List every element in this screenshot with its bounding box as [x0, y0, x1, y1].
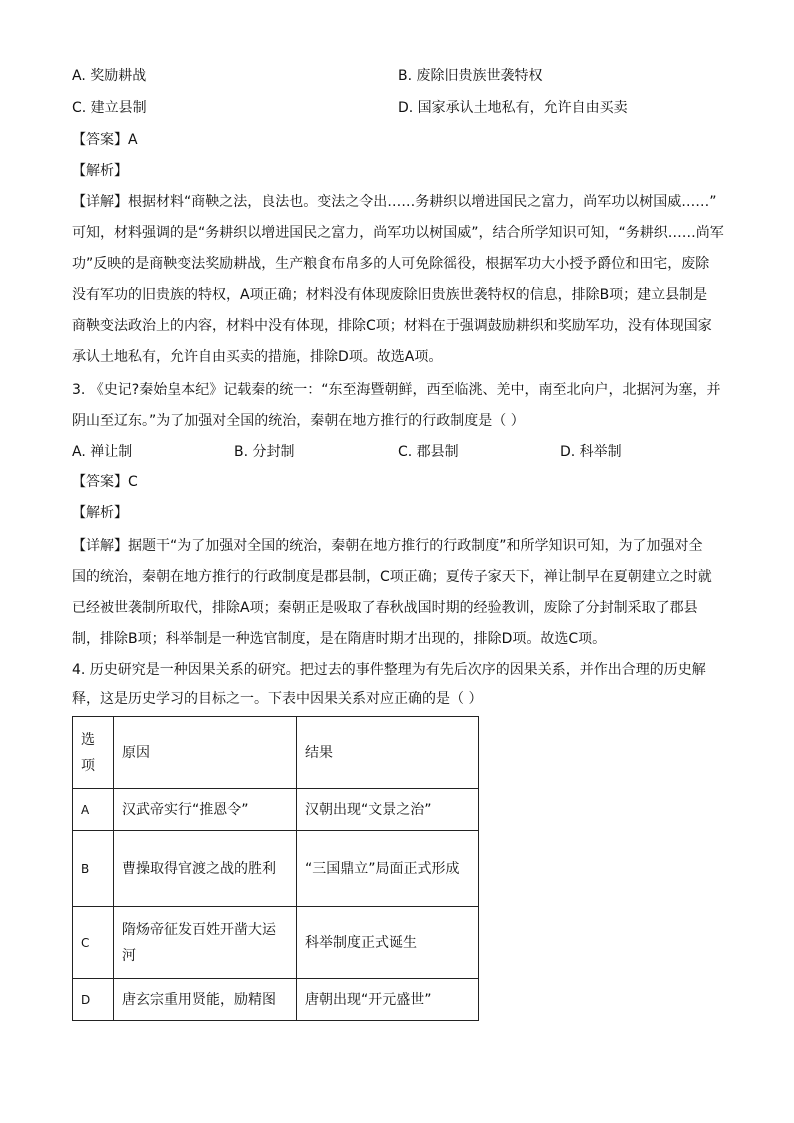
table-row [73, 831, 479, 907]
q2-detail-line: 【详解】根据材料“商鞅之法，良法也。变法之令出……务耕织以增进国民之富力，尚军功以树国威……” [72, 194, 717, 210]
table-row [73, 907, 479, 979]
cell-option: C [73, 907, 114, 979]
cell-cause: 曹操取得官渡之战的胜利 [114, 831, 297, 907]
q2-detail-line: 商鞅变法政治上的内容，材料中没有体现，排除C项；材料在于强调鼓励耕织和奖励军功，没有体现国家 [72, 318, 712, 334]
q2-option-c: C. 建立县制 [72, 100, 147, 116]
q3-detail-line: 【详解】据题干“为了加强对全国的统治，秦朝在地方推行的行政制度”和所学知识可知，为了加强对全 [72, 538, 703, 554]
cell-cause: 隋炀帝征发百姓开凿大运河 [114, 907, 297, 979]
cell-effect: 科举制度正式诞生 [297, 907, 479, 979]
table-header-row [73, 717, 479, 789]
header-cell-option: 选项 [73, 717, 114, 789]
header-cell-cause: 原因 [114, 717, 297, 789]
q3-answer: 【答案】C [72, 474, 138, 490]
header-cell-effect: 结果 [297, 717, 479, 789]
q2-analysis-heading: 【解析】 [72, 163, 128, 179]
q2-option-d: D. 国家承认土地私有，允许自由买卖 [398, 100, 628, 116]
cell-cause: 唐玄宗重用贤能，励精图 [114, 979, 297, 1021]
table-row [73, 979, 479, 1021]
q3-detail-line: 国的统治，秦朝在地方推行的行政制度是郡县制，C项正确；夏传子家天下，禅让制早在夏朝建立之时就 [72, 569, 712, 585]
q2-option-a: A. 奖励耕战 [72, 68, 147, 84]
q3-option-a: A. 禅让制 [72, 444, 133, 460]
q2-detail-line: 承认土地私有，允许自由买卖的措施，排除D项。故选A项。 [72, 349, 443, 365]
cell-effect: 汉朝出现“文景之治” [297, 789, 479, 831]
q3-detail-line: 制，排除B项；科举制是一种选官制度，是在隋唐时期才出现的，排除D项。故选C项。 [72, 631, 607, 647]
q4-stem-line: 释，这是历史学习的目标之一。下表中因果关系对应正确的是（ ） [72, 691, 483, 707]
q2-option-b: B. 废除旧贵族世袭特权 [398, 68, 543, 84]
q3-option-b: B. 分封制 [234, 444, 295, 460]
q3-option-c: C. 郡县制 [398, 444, 459, 460]
q3-option-d: D. 科举制 [560, 444, 622, 460]
cell-option: D [73, 979, 114, 1021]
q3-stem-line: 3. 《史记?秦始皇本纪》记载秦的统一：“东至海暨朝鲜，西至临洮、羌中，南至北向户，北据河为塞，并 [72, 382, 721, 398]
q2-detail-line: 可知，材料强调的是“务耕织以增进国民之富力，尚军功以树国威”，结合所学知识可知，“务耕织……尚军 [72, 225, 724, 241]
cause-effect-table [72, 716, 479, 1021]
q4-stem-line: 4. 历史研究是一种因果关系的研究。把过去的事件整理为有先后次序的因果关系，并作出合理的历史解 [72, 662, 706, 678]
q2-detail-line: 功”反映的是商鞅变法奖励耕战，生产粮食布帛多的人可免除徭役，根据军功大小授予爵位和田宅，废除 [72, 256, 710, 272]
q3-stem-line: 阴山至辽东。”为了加强对全国的统治，秦朝在地方推行的行政制度是（ ） [72, 413, 525, 429]
cell-option: B [73, 831, 114, 907]
cell-effect: “三国鼎立”局面正式形成 [297, 831, 479, 907]
table-row [73, 789, 479, 831]
q2-answer: 【答案】A [72, 132, 138, 148]
cell-cause: 汉武帝实行“推恩令” [114, 789, 297, 831]
q3-analysis-heading: 【解析】 [72, 505, 128, 521]
cell-effect: 唐朝出现“开元盛世” [297, 979, 479, 1021]
cell-option: A [73, 789, 114, 831]
q2-detail-line: 没有军功的旧贵族的特权，A项正确；材料没有体现废除旧贵族世袭特权的信息，排除B项；建立县制是 [72, 287, 708, 303]
q3-detail-line: 已经被世袭制所取代，排除A项；秦朝正是吸取了春秋战国时期的经验教训，废除了分封制采取了郡县 [72, 600, 698, 616]
